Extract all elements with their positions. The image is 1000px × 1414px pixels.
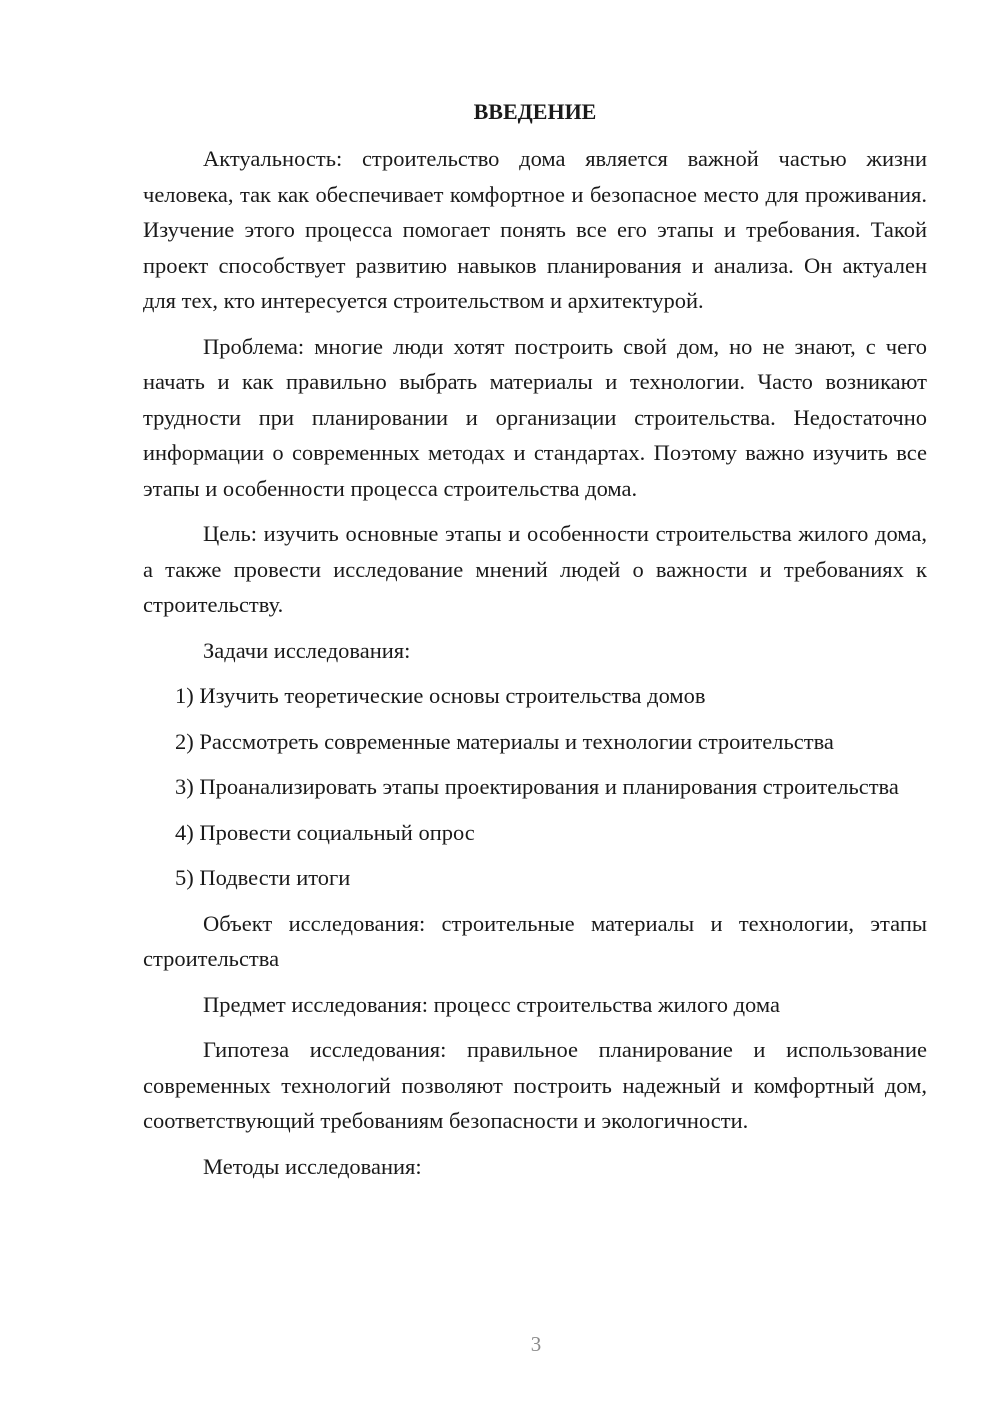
methods-heading: Методы исследования:	[203, 1153, 422, 1179]
page-body	[143, 94, 927, 1194]
task-item-2: 2) Рассмотреть современные материалы и технологии строительства	[175, 728, 834, 754]
object-paragraph: Объект исследования: строительные материалы и технологии, этапы строительства	[143, 910, 927, 971]
problem-paragraph: Проблема: многие люди хотят построить свой дом, но не знают, с чего начать и как правильно выбрать материалы и технологии. Часто возникают трудности при планировании и организации строительства. Недостаточно информации о современных методах и стандартах. Поэтому важно изучить все этапы и особенности процесса строительства дома.	[143, 333, 927, 501]
task-item-5: 5) Подвести итоги	[175, 865, 351, 890]
relevance-paragraph: Актуальность: строительство дома является важной частью жизни человека, так как обеспечивает комфортное и безопасное место для проживания. Изучение этого процесса помогает понять все его этапы и требования. Такой проект способствует развитию навыков планирования и анализа. Он актуален для тех, кто интересуется строительством и архитектурой.	[143, 146, 927, 313]
hypothesis-paragraph: Гипотеза исследования: правильное планирование и использование современных технологий позволяют построить надежный и комфортный дом, соответствующий требованиям безопасности и экологичности.	[143, 1037, 927, 1133]
section-heading: ВВЕДЕНИЕ	[473, 99, 597, 124]
tasks-heading: Задачи исследования:	[203, 637, 411, 663]
subject-paragraph: Предмет исследования: процесс строительства жилого дома	[203, 991, 780, 1017]
task-item-1: 1) Изучить теоретические основы строительства домов	[175, 683, 706, 708]
task-item-3: 3) Проанализировать этапы проектирования и планирования строительства	[175, 774, 899, 799]
task-item-4: 4) Провести социальный опрос	[175, 819, 475, 845]
goal-paragraph: Цель: изучить основные этапы и особенности строительства жилого дома, а также провести исследование мнений людей о важности и требованиях к строительству.	[143, 521, 927, 617]
page-number: 3	[530, 1332, 542, 1356]
